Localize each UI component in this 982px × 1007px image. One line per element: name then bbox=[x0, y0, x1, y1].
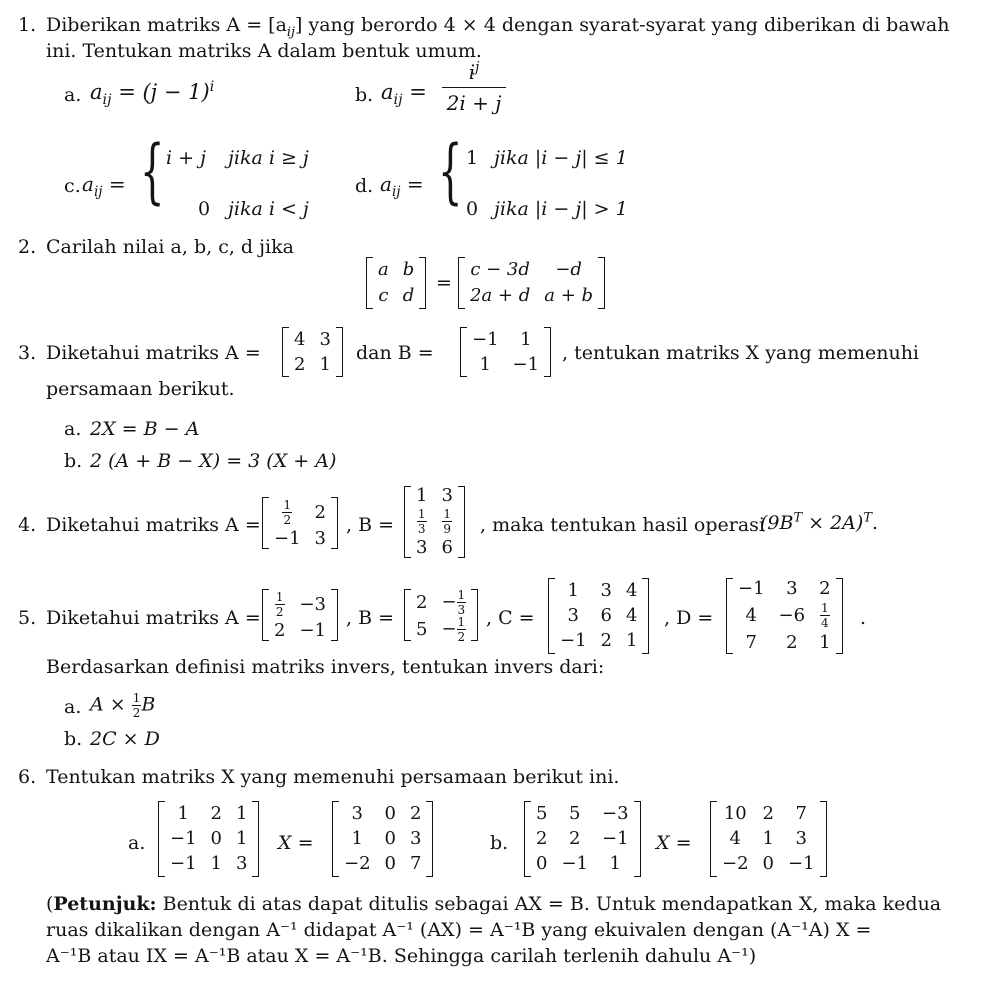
q1d-case2-value: 0 bbox=[466, 198, 479, 220]
q2-left-matrix bbox=[366, 257, 426, 309]
matrix-cell: −1 bbox=[299, 619, 326, 641]
matrix-cell: 1 bbox=[567, 579, 579, 601]
matrix-row bbox=[371, 257, 421, 283]
matrix-cell: −1 bbox=[170, 827, 197, 849]
q3-matrix-a bbox=[282, 327, 343, 377]
q4-number: 4. bbox=[18, 514, 37, 536]
matrix-cell: 0 bbox=[384, 853, 396, 875]
matrix-cell: a bbox=[378, 259, 389, 280]
q5-line2: Berdasarkan definisi matriks invers, tentukan invers dari: bbox=[46, 656, 605, 678]
q5-end: . bbox=[860, 607, 867, 629]
q6a-coefficient-matrix bbox=[158, 801, 259, 877]
matrix-row bbox=[163, 826, 254, 851]
q3a-equation: 2X = B − A bbox=[90, 418, 200, 440]
matrix-cell: −d bbox=[555, 259, 582, 280]
matrix-cell: 3 bbox=[236, 853, 248, 875]
matrix-cell: 1 bbox=[626, 630, 638, 652]
q5a-label: a. bbox=[64, 696, 82, 718]
matrix-cell: 2 bbox=[210, 802, 222, 824]
matrix-cell: $\frac{1}{2}$ bbox=[283, 498, 292, 528]
matrix-row bbox=[731, 600, 838, 633]
q3-number: 3. bbox=[18, 342, 37, 364]
q5-sep-d: , D = bbox=[664, 607, 714, 629]
matrix-cell: 2 bbox=[274, 619, 286, 641]
matrix-cell: −1 bbox=[560, 630, 587, 652]
matrix-cell: 2 bbox=[600, 630, 612, 652]
q1d-case1-value: 1 bbox=[466, 147, 479, 169]
matrix-cell: a + b bbox=[544, 285, 594, 306]
matrix-cell: 2 bbox=[410, 802, 422, 824]
q4-matrix-a bbox=[262, 497, 338, 549]
q3b-equation: 2 (A + B − X) = 3 (X + A) bbox=[90, 450, 337, 472]
matrix-row bbox=[337, 826, 428, 851]
q1b-lhs: $a_{ij}$ = bbox=[381, 80, 427, 109]
q1c-case2-value: 0 bbox=[198, 198, 211, 220]
matrix-cell: 2 bbox=[314, 501, 326, 523]
matrix-table bbox=[409, 486, 460, 558]
matrix-row bbox=[409, 589, 473, 616]
matrix-cell: 4 bbox=[729, 827, 741, 849]
matrix-cell: 2 bbox=[536, 827, 548, 849]
q1a-formula: $a_{ij} = (j - 1)^i$ bbox=[90, 79, 215, 109]
matrix-row bbox=[337, 852, 428, 877]
matrix-cell: −2 bbox=[722, 853, 749, 875]
q1-line2: ini. Tentukan matriks A dalam bentuk umum. bbox=[46, 40, 482, 62]
q6-text: Tentukan matriks X yang memenuhi persamaan berikut ini. bbox=[46, 766, 620, 788]
q2-right-matrix bbox=[458, 257, 605, 309]
q1d-label: d. bbox=[355, 175, 374, 197]
q6b-result-matrix bbox=[710, 801, 827, 877]
matrix-row bbox=[731, 632, 838, 654]
q1d-case1-condition: jika |i − j| ≤ 1 bbox=[494, 147, 628, 169]
matrix-cell: 5 bbox=[569, 802, 581, 824]
matrix-cell: 7 bbox=[795, 802, 807, 824]
q5a-expression: A × $\frac{1}{2}$ B bbox=[90, 691, 156, 720]
matrix-cell: 2 bbox=[819, 577, 831, 599]
matrix-table bbox=[715, 801, 822, 877]
matrix-cell: 6 bbox=[600, 604, 612, 626]
matrix-table bbox=[409, 589, 473, 643]
q1b-fraction: $i^j$ 2i + j bbox=[442, 60, 506, 115]
q2-number: 2. bbox=[18, 236, 37, 258]
matrix-cell: 1 bbox=[762, 827, 774, 849]
matrix-table bbox=[287, 327, 338, 377]
matrix-row bbox=[715, 852, 822, 877]
matrix-cell: 2 bbox=[786, 632, 798, 654]
matrix-cell: c bbox=[378, 285, 389, 306]
matrix-cell: 3 bbox=[351, 802, 363, 824]
matrix-cell: 1 bbox=[319, 353, 331, 375]
matrix-row bbox=[409, 537, 460, 558]
hint-bold-label: Petunjuk: bbox=[53, 893, 157, 915]
q1c-label: c. bbox=[64, 175, 81, 197]
q1c-case2-condition: jika i < j bbox=[228, 198, 309, 220]
matrix-table bbox=[163, 801, 254, 877]
matrix-row bbox=[267, 497, 333, 528]
q1d-lhs: $a_{ij}$ = bbox=[380, 172, 424, 200]
matrix-cell: 1 bbox=[351, 827, 363, 849]
matrix-cell: −1 bbox=[561, 853, 588, 875]
matrix-cell: 6 bbox=[441, 536, 453, 558]
q1c-case1-condition: jika i ≥ j bbox=[228, 147, 309, 169]
matrix-row bbox=[337, 801, 428, 826]
q4-operation: $(9B^T \times 2A)^T$. bbox=[760, 510, 878, 534]
matrix-cell: −2 bbox=[344, 853, 371, 875]
matrix-cell: 0 bbox=[536, 853, 548, 875]
matrix-cell: 3 bbox=[441, 485, 453, 507]
matrix-cell: −1 bbox=[738, 577, 765, 599]
q1d-case2-condition: jika |i − j| > 1 bbox=[494, 198, 628, 220]
matrix-cell: 1 bbox=[479, 353, 491, 375]
matrix-cell: 5 bbox=[416, 618, 428, 640]
matrix-cell: 3 bbox=[314, 527, 326, 549]
matrix-cell: 3 bbox=[410, 827, 422, 849]
q3-tail: , tentukan matriks X yang memenuhi bbox=[562, 342, 920, 364]
matrix-row bbox=[715, 801, 822, 826]
q6b-x-equals: X = bbox=[656, 832, 692, 854]
matrix-cell: 1 bbox=[236, 827, 248, 849]
q5-number: 5. bbox=[18, 607, 37, 629]
matrix-cell: 3 bbox=[600, 579, 612, 601]
matrix-cell: 1 bbox=[210, 853, 222, 875]
matrix-cell: 4 bbox=[745, 604, 757, 626]
q5b-label: b. bbox=[64, 728, 83, 750]
matrix-row bbox=[553, 603, 644, 628]
matrix-row bbox=[731, 578, 838, 600]
q5-matrix-b bbox=[404, 588, 478, 644]
matrix-table bbox=[529, 801, 636, 877]
matrix-cell: −1 bbox=[274, 527, 301, 549]
matrix-cell: b bbox=[402, 259, 415, 280]
q6b-label: b. bbox=[490, 832, 509, 854]
matrix-row bbox=[529, 826, 636, 851]
matrix-cell: $\frac{1}{9}$ bbox=[443, 507, 451, 537]
matrix-cell: 2 bbox=[294, 353, 306, 375]
q1-number: 1. bbox=[18, 14, 37, 36]
q5-lead: Diketahui matriks A = bbox=[46, 607, 261, 629]
matrix-row bbox=[715, 826, 822, 851]
q5-matrix-d bbox=[726, 578, 843, 654]
matrix-table bbox=[371, 257, 421, 309]
matrix-cell: − $\frac{1}{3}$ bbox=[441, 588, 466, 617]
q3-mid: dan B = bbox=[356, 342, 434, 364]
matrix-cell: 2 bbox=[762, 802, 774, 824]
matrix-cell: $\frac{1}{2}$ bbox=[275, 590, 284, 620]
matrix-row bbox=[287, 327, 338, 352]
q6-number: 6. bbox=[18, 766, 37, 788]
matrix-row bbox=[465, 352, 546, 377]
matrix-row bbox=[463, 283, 600, 309]
matrix-cell: −6 bbox=[778, 604, 806, 626]
matrix-cell: −3 bbox=[602, 802, 629, 824]
q4-lead: Diketahui matriks A = bbox=[46, 514, 261, 536]
matrix-cell: 2a + d bbox=[470, 285, 531, 306]
matrix-cell: 1 bbox=[520, 328, 532, 350]
matrix-cell: 3 bbox=[567, 604, 579, 626]
q1a-label: a. bbox=[64, 84, 82, 106]
matrix-row bbox=[529, 852, 636, 877]
q1c-case1-value: i + j bbox=[166, 147, 206, 169]
q5-matrix-a bbox=[262, 589, 338, 641]
hint-line1: (Petunjuk: Bentuk di atas dapat ditulis sebagai AX = B. Untuk mendapatkan X, maka kedua bbox=[46, 893, 942, 915]
q3-line2: persamaan berikut. bbox=[46, 378, 235, 400]
q4-tail: , maka tentukan hasil operasi bbox=[480, 514, 765, 536]
matrix-cell: 0 bbox=[210, 827, 222, 849]
q6a-x-equals: X = bbox=[278, 832, 314, 854]
matrix-table bbox=[267, 497, 333, 549]
q4-mid: , B = bbox=[346, 514, 395, 536]
q6a-label: a. bbox=[128, 832, 146, 854]
hint-line3: A⁻¹B atau IX = A⁻¹B atau X = A⁻¹B. Sehingga carilah terlenih dahulu A⁻¹) bbox=[46, 945, 757, 967]
matrix-row bbox=[163, 801, 254, 826]
matrix-cell: −1 bbox=[472, 328, 499, 350]
matrix-cell: 4 bbox=[626, 579, 638, 601]
matrix-cell: 3 bbox=[795, 827, 807, 849]
matrix-cell: 3 bbox=[416, 536, 428, 558]
matrix-cell: 1 bbox=[416, 485, 428, 507]
q1b-label: b. bbox=[355, 84, 374, 106]
matrix-cell: 0 bbox=[762, 853, 774, 875]
matrix-cell: − $\frac{1}{2}$ bbox=[441, 615, 466, 644]
matrix-table bbox=[463, 257, 600, 309]
q2-text: Carilah nilai a, b, c, d jika bbox=[46, 236, 294, 258]
matrix-cell: $\frac{1}{4}$ bbox=[821, 601, 829, 631]
q5-matrix-c bbox=[548, 578, 649, 654]
matrix-row bbox=[553, 578, 644, 603]
matrix-row bbox=[267, 528, 333, 549]
q6b-coefficient-matrix bbox=[524, 801, 641, 877]
matrix-cell: 1 bbox=[177, 802, 189, 824]
q3-lead: Diketahui matriks A = bbox=[46, 342, 261, 364]
matrix-cell: 1 bbox=[819, 632, 831, 654]
matrix-cell: −1 bbox=[788, 853, 815, 875]
matrix-row bbox=[267, 620, 333, 641]
matrix-cell: 7 bbox=[745, 632, 757, 654]
matrix-row bbox=[465, 327, 546, 352]
matrix-table bbox=[337, 801, 428, 877]
matrix-row bbox=[287, 352, 338, 377]
matrix-cell: 2 bbox=[416, 591, 428, 613]
q5-sep-c: , C = bbox=[486, 607, 535, 629]
q2-equals: = bbox=[436, 272, 452, 294]
hint-line2: ruas dikalikan dengan A⁻¹ didapat A⁻¹ (AX) = A⁻¹B yang ekuivalen dengan (A⁻¹A) X = bbox=[46, 919, 872, 941]
q3a-label: a. bbox=[64, 418, 82, 440]
matrix-table bbox=[731, 578, 838, 654]
matrix-row bbox=[409, 616, 473, 643]
matrix-cell: 4 bbox=[294, 328, 306, 350]
q3b-label: b. bbox=[64, 450, 83, 472]
q1d-brace: { bbox=[438, 130, 463, 212]
matrix-table bbox=[465, 327, 546, 377]
q6a-result-matrix bbox=[332, 801, 433, 877]
q1c-brace: { bbox=[140, 130, 165, 212]
matrix-row bbox=[267, 589, 333, 620]
matrix-cell: 1 bbox=[236, 802, 248, 824]
matrix-cell: c − 3d bbox=[470, 259, 530, 280]
matrix-cell: 5 bbox=[536, 802, 548, 824]
matrix-cell: 0 bbox=[384, 802, 396, 824]
q5-sep-b: , B = bbox=[346, 607, 395, 629]
matrix-cell: 7 bbox=[410, 853, 422, 875]
matrix-table bbox=[553, 578, 644, 654]
matrix-cell: 4 bbox=[626, 604, 638, 626]
q1c-lhs: $a_{ij}$ = bbox=[82, 172, 126, 200]
matrix-row bbox=[553, 629, 644, 654]
matrix-cell: 1 bbox=[609, 853, 621, 875]
matrix-cell: −3 bbox=[299, 593, 326, 615]
matrix-cell: −1 bbox=[512, 353, 540, 375]
matrix-row bbox=[463, 257, 600, 283]
q3-matrix-b bbox=[460, 327, 551, 377]
matrix-row bbox=[409, 507, 460, 538]
matrix-cell: 3 bbox=[786, 577, 798, 599]
matrix-row bbox=[371, 283, 421, 309]
matrix-cell: −1 bbox=[602, 827, 629, 849]
matrix-cell: −1 bbox=[170, 853, 197, 875]
matrix-cell: $\frac{1}{3}$ bbox=[417, 507, 426, 537]
matrix-cell: 3 bbox=[319, 328, 331, 350]
matrix-cell: 10 bbox=[723, 802, 747, 824]
matrix-row bbox=[409, 486, 460, 507]
matrix-row bbox=[529, 801, 636, 826]
q1-line1: Diberikan matriks $A = [a_{ij}]$ yang berordo 4 × 4 dengan syarat-syarat yang diberikan di bawah bbox=[46, 14, 950, 40]
q4-matrix-b bbox=[404, 486, 465, 558]
matrix-row bbox=[163, 852, 254, 877]
matrix-table bbox=[267, 589, 333, 641]
matrix-cell: 2 bbox=[569, 827, 581, 849]
q5b-expression: 2C × D bbox=[90, 728, 160, 750]
matrix-cell: 0 bbox=[384, 827, 396, 849]
matrix-cell: d bbox=[402, 285, 415, 306]
